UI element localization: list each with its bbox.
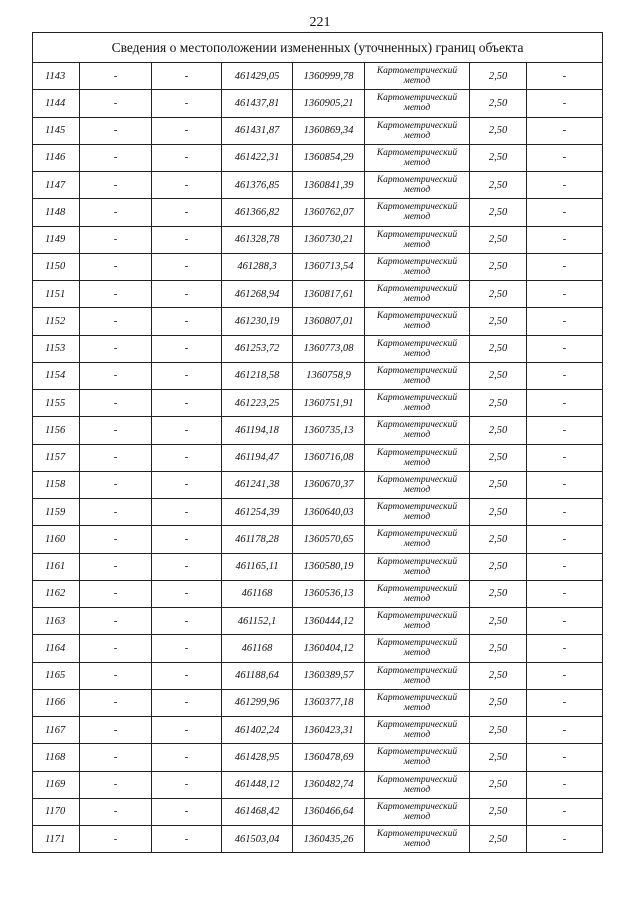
point-number-cell: 1168 (33, 744, 80, 771)
point-number-cell: 1167 (33, 717, 80, 744)
dash-cell: - (527, 826, 603, 853)
accuracy-cell: 2,50 (470, 471, 527, 498)
dash-cell: - (527, 717, 603, 744)
dash-cell: - (152, 580, 222, 607)
dash-cell: - (527, 362, 603, 389)
dash-cell: - (527, 335, 603, 362)
y-coordinate-cell: 1360758,9 (293, 362, 365, 389)
accuracy-cell: 2,50 (470, 199, 527, 226)
point-number-cell: 1152 (33, 308, 80, 335)
y-coordinate-cell: 1360807,01 (293, 308, 365, 335)
method-cell: Картометрический метод (365, 471, 470, 498)
dash-cell: - (152, 199, 222, 226)
x-coordinate-cell: 461437,81 (222, 90, 293, 117)
point-number-cell: 1144 (33, 90, 80, 117)
dash-cell: - (527, 662, 603, 689)
dash-cell: - (527, 526, 603, 553)
method-cell: Картометрический метод (365, 608, 470, 635)
point-number-cell: 1156 (33, 417, 80, 444)
dash-cell: - (80, 689, 152, 716)
x-coordinate-cell: 461178,28 (222, 526, 293, 553)
accuracy-cell: 2,50 (470, 335, 527, 362)
accuracy-cell: 2,50 (470, 63, 527, 90)
dash-cell: - (80, 199, 152, 226)
x-coordinate-cell: 461253,72 (222, 335, 293, 362)
accuracy-cell: 2,50 (470, 526, 527, 553)
dash-cell: - (152, 826, 222, 853)
accuracy-cell: 2,50 (470, 390, 527, 417)
accuracy-cell: 2,50 (470, 744, 527, 771)
dash-cell: - (80, 335, 152, 362)
table-row (33, 63, 603, 90)
y-coordinate-cell: 1360817,61 (293, 281, 365, 308)
dash-cell: - (527, 281, 603, 308)
table-row (33, 335, 603, 362)
dash-cell: - (152, 499, 222, 526)
dash-cell: - (152, 144, 222, 171)
x-coordinate-cell: 461165,11 (222, 553, 293, 580)
dash-cell: - (80, 117, 152, 144)
x-coordinate-cell: 461288,3 (222, 253, 293, 280)
table-row (33, 226, 603, 253)
table-row (33, 117, 603, 144)
x-coordinate-cell: 461168 (222, 635, 293, 662)
y-coordinate-cell: 1360713,54 (293, 253, 365, 280)
dash-cell: - (80, 417, 152, 444)
method-cell: Картометрический метод (365, 253, 470, 280)
dash-cell: - (527, 580, 603, 607)
dash-cell: - (80, 172, 152, 199)
accuracy-cell: 2,50 (470, 635, 527, 662)
dash-cell: - (152, 471, 222, 498)
table-row (33, 798, 603, 825)
dash-cell: - (152, 362, 222, 389)
x-coordinate-cell: 461468,42 (222, 798, 293, 825)
table-row (33, 635, 603, 662)
method-cell: Картометрический метод (365, 308, 470, 335)
method-cell: Картометрический метод (365, 662, 470, 689)
y-coordinate-cell: 1360580,19 (293, 553, 365, 580)
accuracy-cell: 2,50 (470, 798, 527, 825)
x-coordinate-cell: 461218,58 (222, 362, 293, 389)
method-cell: Картометрический метод (365, 281, 470, 308)
accuracy-cell: 2,50 (470, 281, 527, 308)
dash-cell: - (80, 63, 152, 90)
accuracy-cell: 2,50 (470, 499, 527, 526)
dash-cell: - (152, 390, 222, 417)
table-row (33, 689, 603, 716)
page-number: 221 (309, 15, 331, 30)
dash-cell: - (527, 117, 603, 144)
dash-cell: - (80, 390, 152, 417)
point-number-cell: 1157 (33, 444, 80, 471)
accuracy-cell: 2,50 (470, 417, 527, 444)
dash-cell: - (80, 281, 152, 308)
y-coordinate-cell: 1360377,18 (293, 689, 365, 716)
dash-cell: - (527, 608, 603, 635)
dash-cell: - (80, 253, 152, 280)
point-number-cell: 1146 (33, 144, 80, 171)
table-row (33, 826, 603, 853)
table-row (33, 662, 603, 689)
method-cell: Картометрический метод (365, 390, 470, 417)
x-coordinate-cell: 461188,64 (222, 662, 293, 689)
dash-cell: - (80, 662, 152, 689)
y-coordinate-cell: 1360435,26 (293, 826, 365, 853)
dash-cell: - (527, 553, 603, 580)
y-coordinate-cell: 1360444,12 (293, 608, 365, 635)
x-coordinate-cell: 461422,31 (222, 144, 293, 171)
dash-cell: - (527, 144, 603, 171)
accuracy-cell: 2,50 (470, 117, 527, 144)
dash-cell: - (80, 608, 152, 635)
table-row (33, 553, 603, 580)
point-number-cell: 1171 (33, 826, 80, 853)
dash-cell: - (527, 172, 603, 199)
accuracy-cell: 2,50 (470, 662, 527, 689)
table-row (33, 471, 603, 498)
dash-cell: - (80, 553, 152, 580)
table-row (33, 499, 603, 526)
table-row (33, 717, 603, 744)
accuracy-cell: 2,50 (470, 144, 527, 171)
method-cell: Картометрический метод (365, 199, 470, 226)
table-row (33, 253, 603, 280)
accuracy-cell: 2,50 (470, 90, 527, 117)
x-coordinate-cell: 461503,04 (222, 826, 293, 853)
y-coordinate-cell: 1360389,57 (293, 662, 365, 689)
y-coordinate-cell: 1360466,64 (293, 798, 365, 825)
dash-cell: - (80, 798, 152, 825)
method-cell: Картометрический метод (365, 499, 470, 526)
method-cell: Картометрический метод (365, 117, 470, 144)
dash-cell: - (527, 444, 603, 471)
dash-cell: - (527, 63, 603, 90)
y-coordinate-cell: 1360735,13 (293, 417, 365, 444)
dash-cell: - (152, 744, 222, 771)
accuracy-cell: 2,50 (470, 826, 527, 853)
table-body (33, 63, 603, 853)
y-coordinate-cell: 1360773,08 (293, 335, 365, 362)
accuracy-cell: 2,50 (470, 771, 527, 798)
table-title-row (33, 33, 603, 63)
accuracy-cell: 2,50 (470, 553, 527, 580)
table-row (33, 444, 603, 471)
dash-cell: - (80, 144, 152, 171)
dash-cell: - (527, 199, 603, 226)
method-cell: Картометрический метод (365, 580, 470, 607)
dash-cell: - (152, 444, 222, 471)
y-coordinate-cell: 1360478,69 (293, 744, 365, 771)
method-cell: Картометрический метод (365, 798, 470, 825)
point-number-cell: 1165 (33, 662, 80, 689)
dash-cell: - (152, 717, 222, 744)
y-coordinate-cell: 1360536,13 (293, 580, 365, 607)
x-coordinate-cell: 461402,24 (222, 717, 293, 744)
table-row (33, 744, 603, 771)
accuracy-cell: 2,50 (470, 608, 527, 635)
dash-cell: - (152, 117, 222, 144)
dash-cell: - (152, 662, 222, 689)
y-coordinate-cell: 1360841,39 (293, 172, 365, 199)
dash-cell: - (80, 826, 152, 853)
x-coordinate-cell: 461223,25 (222, 390, 293, 417)
accuracy-cell: 2,50 (470, 580, 527, 607)
method-cell: Картометрический метод (365, 417, 470, 444)
dash-cell: - (527, 471, 603, 498)
method-cell: Картометрический метод (365, 744, 470, 771)
method-cell: Картометрический метод (365, 553, 470, 580)
method-cell: Картометрический метод (365, 826, 470, 853)
dash-cell: - (80, 717, 152, 744)
table-row (33, 144, 603, 171)
method-cell: Картометрический метод (365, 63, 470, 90)
dash-cell: - (152, 63, 222, 90)
y-coordinate-cell: 1360423,31 (293, 717, 365, 744)
dash-cell: - (152, 308, 222, 335)
accuracy-cell: 2,50 (470, 172, 527, 199)
y-coordinate-cell: 1360854,29 (293, 144, 365, 171)
dash-cell: - (152, 635, 222, 662)
table-row (33, 580, 603, 607)
y-coordinate-cell: 1360730,21 (293, 226, 365, 253)
boundary-table (32, 32, 603, 853)
point-number-cell: 1150 (33, 253, 80, 280)
y-coordinate-cell: 1360482,74 (293, 771, 365, 798)
dash-cell: - (80, 744, 152, 771)
point-number-cell: 1164 (33, 635, 80, 662)
dash-cell: - (152, 553, 222, 580)
dash-cell: - (152, 226, 222, 253)
dash-cell: - (152, 689, 222, 716)
table-row (33, 526, 603, 553)
point-number-cell: 1163 (33, 608, 80, 635)
accuracy-cell: 2,50 (470, 253, 527, 280)
x-coordinate-cell: 461429,05 (222, 63, 293, 90)
dash-cell: - (80, 308, 152, 335)
dash-cell: - (152, 335, 222, 362)
point-number-cell: 1166 (33, 689, 80, 716)
x-coordinate-cell: 461194,47 (222, 444, 293, 471)
table-title: Сведения о местоположении измененных (уточненных) границ объекта (33, 33, 603, 63)
x-coordinate-cell: 461241,38 (222, 471, 293, 498)
method-cell: Картометрический метод (365, 335, 470, 362)
point-number-cell: 1153 (33, 335, 80, 362)
dash-cell: - (527, 689, 603, 716)
dash-cell: - (80, 635, 152, 662)
dash-cell: - (152, 172, 222, 199)
x-coordinate-cell: 461168 (222, 580, 293, 607)
method-cell: Картометрический метод (365, 526, 470, 553)
table-row (33, 281, 603, 308)
x-coordinate-cell: 461268,94 (222, 281, 293, 308)
dash-cell: - (80, 580, 152, 607)
method-cell: Картометрический метод (365, 226, 470, 253)
y-coordinate-cell: 1360670,37 (293, 471, 365, 498)
x-coordinate-cell: 461376,85 (222, 172, 293, 199)
table-row (33, 362, 603, 389)
dash-cell: - (152, 608, 222, 635)
method-cell: Картометрический метод (365, 172, 470, 199)
accuracy-cell: 2,50 (470, 362, 527, 389)
x-coordinate-cell: 461254,39 (222, 499, 293, 526)
dash-cell: - (152, 798, 222, 825)
dash-cell: - (80, 771, 152, 798)
x-coordinate-cell: 461328,78 (222, 226, 293, 253)
dash-cell: - (527, 798, 603, 825)
table-row (33, 417, 603, 444)
y-coordinate-cell: 1360640,03 (293, 499, 365, 526)
x-coordinate-cell: 461428,95 (222, 744, 293, 771)
dash-cell: - (80, 471, 152, 498)
dash-cell: - (80, 444, 152, 471)
dash-cell: - (527, 253, 603, 280)
y-coordinate-cell: 1360570,65 (293, 526, 365, 553)
accuracy-cell: 2,50 (470, 689, 527, 716)
method-cell: Картометрический метод (365, 362, 470, 389)
point-number-cell: 1169 (33, 771, 80, 798)
dash-cell: - (527, 744, 603, 771)
accuracy-cell: 2,50 (470, 308, 527, 335)
dash-cell: - (527, 308, 603, 335)
y-coordinate-cell: 1360716,08 (293, 444, 365, 471)
method-cell: Картометрический метод (365, 635, 470, 662)
x-coordinate-cell: 461299,96 (222, 689, 293, 716)
method-cell: Картометрический метод (365, 90, 470, 117)
dash-cell: - (80, 90, 152, 117)
dash-cell: - (527, 417, 603, 444)
x-coordinate-cell: 461366,82 (222, 199, 293, 226)
point-number-cell: 1143 (33, 63, 80, 90)
method-cell: Картометрический метод (365, 717, 470, 744)
x-coordinate-cell: 461448,12 (222, 771, 293, 798)
point-number-cell: 1161 (33, 553, 80, 580)
point-number-cell: 1159 (33, 499, 80, 526)
method-cell: Картометрический метод (365, 444, 470, 471)
table-row (33, 390, 603, 417)
dash-cell: - (152, 90, 222, 117)
point-number-cell: 1149 (33, 226, 80, 253)
y-coordinate-cell: 1360751,91 (293, 390, 365, 417)
dash-cell: - (80, 226, 152, 253)
method-cell: Картометрический метод (365, 689, 470, 716)
table-row (33, 172, 603, 199)
point-number-cell: 1160 (33, 526, 80, 553)
dash-cell: - (527, 226, 603, 253)
y-coordinate-cell: 1360404,12 (293, 635, 365, 662)
x-coordinate-cell: 461230,19 (222, 308, 293, 335)
dash-cell: - (527, 771, 603, 798)
dash-cell: - (80, 362, 152, 389)
table-row (33, 90, 603, 117)
point-number-cell: 1148 (33, 199, 80, 226)
x-coordinate-cell: 461431,87 (222, 117, 293, 144)
table-row (33, 608, 603, 635)
y-coordinate-cell: 1360999,78 (293, 63, 365, 90)
dash-cell: - (80, 499, 152, 526)
point-number-cell: 1145 (33, 117, 80, 144)
point-number-cell: 1170 (33, 798, 80, 825)
dash-cell: - (527, 635, 603, 662)
y-coordinate-cell: 1360762,07 (293, 199, 365, 226)
dash-cell: - (152, 281, 222, 308)
point-number-cell: 1162 (33, 580, 80, 607)
dash-cell: - (152, 771, 222, 798)
dash-cell: - (527, 499, 603, 526)
y-coordinate-cell: 1360869,34 (293, 117, 365, 144)
accuracy-cell: 2,50 (470, 226, 527, 253)
dash-cell: - (527, 390, 603, 417)
x-coordinate-cell: 461194,18 (222, 417, 293, 444)
table-row (33, 308, 603, 335)
table-row (33, 199, 603, 226)
dash-cell: - (527, 90, 603, 117)
y-coordinate-cell: 1360905,21 (293, 90, 365, 117)
x-coordinate-cell: 461152,1 (222, 608, 293, 635)
dash-cell: - (152, 526, 222, 553)
point-number-cell: 1147 (33, 172, 80, 199)
point-number-cell: 1154 (33, 362, 80, 389)
dash-cell: - (152, 253, 222, 280)
table-row (33, 771, 603, 798)
dash-cell: - (152, 417, 222, 444)
point-number-cell: 1155 (33, 390, 80, 417)
point-number-cell: 1158 (33, 471, 80, 498)
method-cell: Картометрический метод (365, 771, 470, 798)
method-cell: Картометрический метод (365, 144, 470, 171)
dash-cell: - (80, 526, 152, 553)
point-number-cell: 1151 (33, 281, 80, 308)
accuracy-cell: 2,50 (470, 717, 527, 744)
accuracy-cell: 2,50 (470, 444, 527, 471)
